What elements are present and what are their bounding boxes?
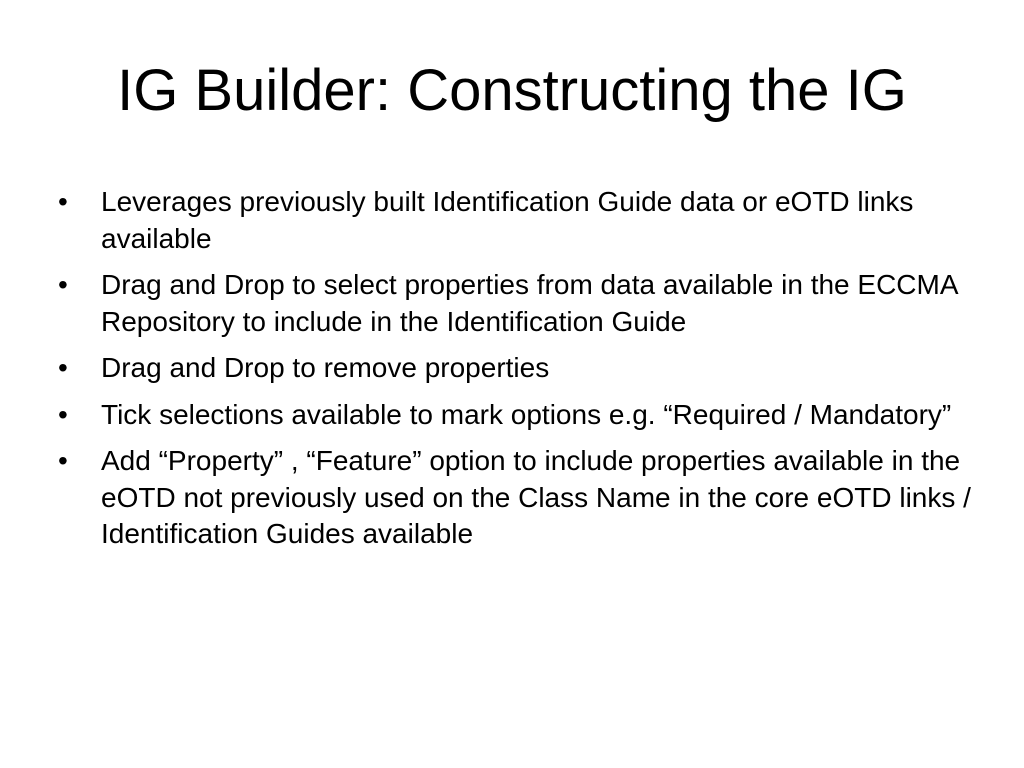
bullet-icon: •: [58, 352, 68, 383]
bullet-item-drag-select: [58, 267, 978, 340]
bullet-item-tick-selections: [58, 397, 978, 434]
slide-title: IG Builder: Constructing the IG: [117, 58, 907, 123]
bullet-text: Leverages previously built Identification Guide data or eOTD links available: [101, 186, 914, 254]
bullet-list: [58, 184, 978, 563]
bullet-text: Add “Property” , “Feature” option to include properties available in the eOTD not previously used on the Class Name in the core eOTD links / Identification Guides available: [101, 445, 971, 549]
bullet-icon: •: [58, 398, 68, 430]
bullet-icon: •: [58, 269, 68, 300]
bullet-text: Drag and Drop to select properties from data available in the ECCMA Repository to include in the Identification Guide: [101, 269, 957, 337]
bullet-item-add-property: [58, 443, 978, 553]
bullet-icon: •: [58, 186, 68, 217]
bullet-text: Drag and Drop to remove properties: [101, 352, 550, 383]
bullet-icon: •: [58, 445, 68, 476]
bullet-item-drag-remove: [58, 350, 978, 387]
bullet-text: Tick selections available to mark options e.g. “Required / Mandatory”: [101, 398, 952, 430]
bullet-item-leverages: [58, 184, 978, 257]
